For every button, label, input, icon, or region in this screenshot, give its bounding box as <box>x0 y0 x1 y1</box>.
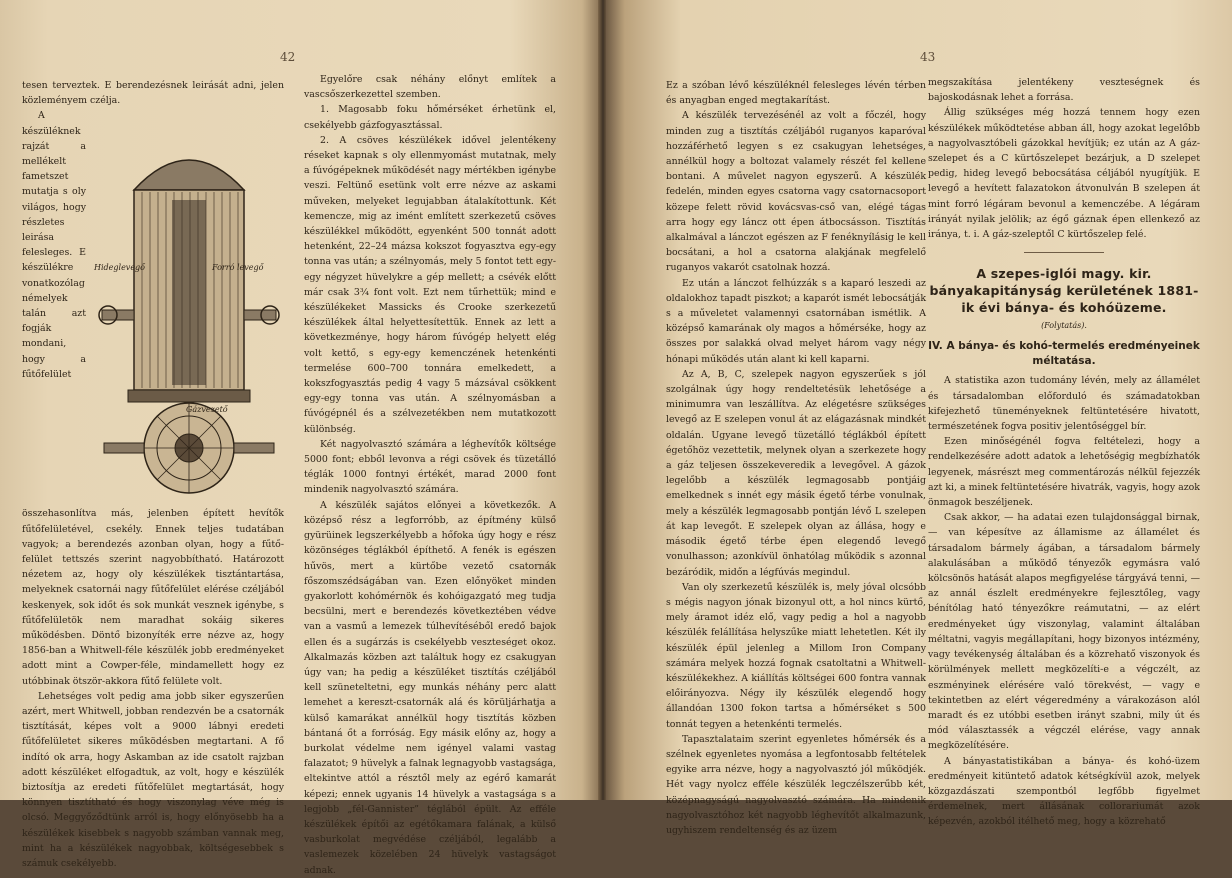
paragraph: A készüléknek rajzát a mellékelt fametszet mutatja s oly világos, hogy részletes leirása felesleges. E készülékre vonatkozólag némelyek talán azt fogják mondani, hogy a fűtőfelület összehasonlítva más, jelenben épített hevítők fűtőfelületével, csekély. Ennek teljes tudatában vagyok; a berendezés azonban olyan, hogy a fűtő-felület tettszés szerint nagyobbítható. Határozott nézetem az, hogy oly készülékek tisztántartása, melyeknek csatornái nagy fűtőfelület elérése czéljából keskenyek, sok időt és sok munkát vesznek igénybe, s fűtőfelületök nem maradhat sokáig sikeres működésben. Döntő bizonyíték erre nézve az, hogy 1856-ban a Whitwell-féle készülék jobb eredményeket adott mint a Cowper-féle, mindamellett hogy ez utóbbinak ötször-akkora fűtő felülete volt. <box>22 110 284 687</box>
section-continuation-note: (Folytatás). <box>1041 321 1087 331</box>
paragraph: megszakítása jelentékeny veszteségnek és bajoskodásnak lehet a forrása. <box>928 77 1200 104</box>
paragraph: Ezen minőségénél fogva feltételezi, hogy a rendelkezésére adott adatok a lehetőségig megbízhatók legyenek, másrészt meg commentározás nélkül fejezzék azt ki, a minek feltüntetésére hivatrák, vagyis, hogy azok önmagok beszéljenek. <box>928 436 1200 509</box>
paragraph: 1. Magosabb foku hőmérséket érhetünk el, csekélyebb gázfogyasztással. <box>304 104 556 131</box>
stove-engraving <box>94 110 284 502</box>
paragraph: Van oly szerkezetű készülék is, mely jóval olcsóbb s mégis nagyon jónak bizonyul ott, a hol nincs kürtő, mely áramot idéz elő, vagy pedig a hol a nagyobb készülék felállítása helyszűke miatt lehetetlen. Két ily készülék épül jelenleg a Millom Iron Company számára melyek hozzá fognak csatoltatni a Whitwell-készülékekhez. A kiállítás költségei 600 fontra vannak előirányozva. Négy ily készülék elegendő hogy állandóan 1300 fokon tartsa a hőmérséket s 500 tonnát tegyen a hetenkénti termelés. <box>666 581 926 730</box>
hot-blast-stove-figure <box>94 110 284 502</box>
page-number-right: 43 <box>920 50 936 64</box>
divider <box>1024 252 1104 253</box>
paragraph: Egyelőre csak néhány előnyt említek a vascsőszerkezettel szemben. <box>304 74 556 101</box>
chapter-subheading: IV. A bánya- és kohó-termelés eredményeinek méltatása. <box>928 340 1200 368</box>
paragraph: A készülék sajátos előnyei a következők. A középső rész a legforróbb, az építmény külső gyürüinek legszerkélyebb a hőfoka úgy hogy e rész közönséges téglákból építhető. A fenék is egészen hűvös, mert a kürtőbe vezető csatornák főszomszédságában van. Ezen előnyöket minden gyakorlott kohómérnök és kohóigazgató meg tudja becsülni, mert e berendezés következtében védve van a vasmű a lemezek túlhevítéséből eredő bajok ellen és a sugárzás is csekélyebb veszteséget okoz. Alkalmazás közben azt találtuk hogy ez csakugyan úgy van; ha pedig a készüléket tisztítás czéljából kell szüneteltetni, egy munkás néhány perc alatt lemehet a kereszt-csatornák alá és körüljárhatja a külső kamarákat annélkül hogy tisztítás közben bántaná őt a forróság. Egy másik előny az, hogy a burkolat védelme nem igényel valami vastag falazatot; 9 hüvelyk a falnak legnagyobb vastagsága, eltekintve attól a résztől mely az egérő kamarát képezi; ennek ugyanis 14 hüvelyk a vastagsága s a legjobb „fél-Gannister” téglából épült. Az efféle készülékek építői az egétőkamara falának, a külső vasburkolat megvédése czéljából, legalább a vaslemezek közelében 24 hüvelyk vastagságot adnak. <box>304 499 556 876</box>
paragraph: tesen terveztek. E berendezésnek leirását adni, jelen közleményem czélja. <box>22 80 284 107</box>
paragraph: Állig szükséges még hozzá tennem hogy ezen készülékek működtetése abban áll, hogy azokat legelőbb a nagyolvasztóbeli gázokkal hevítjük; ez után az A gáz-szelepet és a C kürtőszelepet bezárjuk, a D szelepet pedig, hideg levegő bebocsátása céljából nyugítjük. E levegő a hevített falazatokon átvonulván B szelepen át mint forró légáram bevonul a kemenczébe. A légáram irányát nyilak jelölik; az égő gáznak épen ellenkező az iránya, t. i. A gáz-szeleptől C kürtőszelep felé. <box>928 107 1200 241</box>
figure-label-gas-pipe: Gázvezető <box>186 405 228 415</box>
paragraph: A statistika azon tudomány lévén, mely az államélet és társadalomban előforduló és számadatokban kifejezhető tüneményeknek feltüntetésére hivatott, természetének fogva positiv jelentőséggel bír. <box>928 375 1200 433</box>
paragraph: Két nagyolvasztó számára a léghevítők költsége 5000 font; ebből levonva a régi csövek és tüzetálló téglák 1000 fontnyi értékét, marad 2000 font mindenik nagyolvasztó számára. <box>304 438 556 496</box>
paragraph: Csak akkor, — ha adatai ezen tulajdonsággal birnak, — van képesítve az államisme az államélet és társadalom bármely ágában, a társadalom bármely alakulásában a működő tényezők egymásra való kölcsönös hatását alapos megfigyelése tárgyává tenni, — az annál észlelt eredményekre fejlesztőleg, vagy bénítólag ható tényezőkre reámutatni, — az elért eredményeket úgy viszonylag, valamint általában méltatni, vagyis megállapítani, hogy bizonyos intézmény, vagy tevékenység általában és a közrehatő viszonyok és körülmények mellett megközelíti-e a végczélt, az eszményinek elérésére való törekvést, — vagy e tekintetben az elért végeredmény a várakozáson alól maradt és ez utóbbi esetben irányt szabni, mily út és mód választassék a végczél elérése, vagy annak megközelítésére. <box>928 512 1200 752</box>
paragraph: Tapasztalataim szerint egyenletes hőmérsék és a szélnek egyenletes nyomása a legfontosabb feltételek egyike arra nézve, hogy a nagyolvasztó jól működjék. Hét vagy nyolcz efféle készülék legczélszerűbb két, középnagyságú nagyolvasztó számára. Ha mindenik nagyolvasztóhoz két nagyobb léghevítőt alkalmazunk, ugyhiszem rendeltenség és az üzem <box>666 733 926 836</box>
paragraph: A készülék tervezésénél az volt a főczél, hogy minden zug a tisztítás czéljából ruganyos kaparóval hozzáférhető legyen s ez csakugyan lehetséges, annélkül hogy a boltozat valamely részét fel kellene bontani. A művelet nagyon egyszerű. A készülék fedelén, minden egyes csatorna vagy csatornacsoport közepe felett rövid kovácsvas-cső van, elégé tágas arra hogy egy láncz ott épen átbocsásson. Tisztítás alkalmával a lánczot egészen az F fenéknyílásig le kell bocsátani, a hol a csatorna alakjának megfelelő ruganyos vakarót csatolnak hozzá. <box>666 110 926 274</box>
paragraph: Ez a szóban lévő készüléknél felesleges lévén térben és anyagban enged megtakarítást. <box>666 80 926 107</box>
section-heading: A szepes-iglói magy. kir. bányakapitányság kerületének 1881-ik évi bánya- és kohóüzeme. <box>929 266 1199 316</box>
right-column-2 <box>928 75 1200 830</box>
left-page <box>0 0 600 876</box>
left-column-2 <box>304 72 556 878</box>
paragraph: A bányastatistikában a bánya- és kohó-üzem eredményeit kitüntető adatok kétségkívül azok, melyek közgazdászati szempontból legfőbb figyelmet érdemelnek, mert állásának collorariumát azok képezvén, azokból itélhető meg, hogy a közrehatő <box>928 755 1200 828</box>
paragraph: 2. A csöves készülékek idővel jelentékeny réseket kapnak s oly ellenmyomást mutatnak, mely a fúvógépeknek működését nagy mértékben igénybe veszi. Feltünő esetünk volt erre nézve az askami műveken, melyeket legujabban átalakítottunk. Két kemencze, mig az imént említett szerkezetű csöves készülékkel működött, egyenként 500 tonnát adott hetenként, 22–24 mázsa kokszot fogyasztva egy-egy tonna vas után; a szélnyomás, mely 5 fontot tett egy-egy négyzet hüvelykre a gép mellett; a csévék előtt már csak 3¾ font volt. Ezt nem tűrhettük; mind e készülékeket Massicks és Crooke szerkezetű készülékek által helyettesítettük. Ennek az lett a következménye, hogy három fúvógép helyett elég volt kettő, s egy-egy kemenczének hetenkénti termelése 600–700 tonnára emelkedett, a kokszfogyasztás pedig 4 vagy 5 mázsával csökkent egy-egy tonna vas után. A szélnyomásban a fúvógépnél és a szélvezetékben nem mutatkozott különbség. <box>304 134 556 435</box>
paragraph: Lehetséges volt pedig ama jobb siker egyszerűen azért, mert Whitwell, jobban rendezvén be a csatornák tisztítását, képes volt a 9000 lábnyi eredeti fűtőfelületet sikeres működésben megtartani. A fő indító ok arra, hogy Askamban az ide csatolt rajzban adott készüléket elfogadtuk, az volt, hogy e készülék biztosítja az eredeti fűtőfelület megtartását, hogy könnyen tisztítható és hogy viszonylag véve még is olcsó. Meggyőződtünk arról is, hogy előnyösebb ha a készülékek kisebbek s nagyobb számban vannak meg, mint ha a készülékek nagyobbak, költségesebbek s számuk csekélyebb. <box>22 690 284 870</box>
figure-label-cold-air: Hideglevegő <box>94 263 145 273</box>
page-number-left: 42 <box>280 50 296 64</box>
paragraph: Az A, B, C, szelepek nagyon egyszerűek s jól szolgálnak úgy hogy rendeltetésük lehetősége a minimumra van leszállítva. Az elégetésre szükséges levegő az E szelepen vonul át az elágazásnak mindkét oldalán. Ugyane levegő tüzetálló téglákból épített égetőhöz vezettetik, melynek olyan a szerkezete hogy a gáz teljesen összekeveredik a levegővel. A gázok legelőbb a készülék legmagosabb pontjáig emelkednek s innét egy másik égető térbe vonulnak, mely a készülék legmagosabb pontján lévő L szelepen át kap levegőt. E szelepek olyan az állása, hogy e második égető térbe épen elegendő levegő vonulhasson; azonkívül önhatólag működik s azonnal bezáródik, midőn a légfúvás megindul. <box>666 368 926 578</box>
paragraph: Ez után a lánczot felhúzzák s a kaparó leszedi az oldalokhoz tapadt piszkot; a kaparót ismét lebocsátják s a műveletet valamennyi csatornában ismétlik. A középső kamarának oly magos a hőmérséke, hogy az összes por salakká olvad melyet három vagy négy hónapi működés után alant ki kell kaparni. <box>666 277 926 365</box>
left-column-1 <box>22 78 284 871</box>
right-column-1 <box>666 78 926 838</box>
right-page <box>606 0 1232 836</box>
figure-label-hot-air: Forró levegő <box>212 263 264 273</box>
